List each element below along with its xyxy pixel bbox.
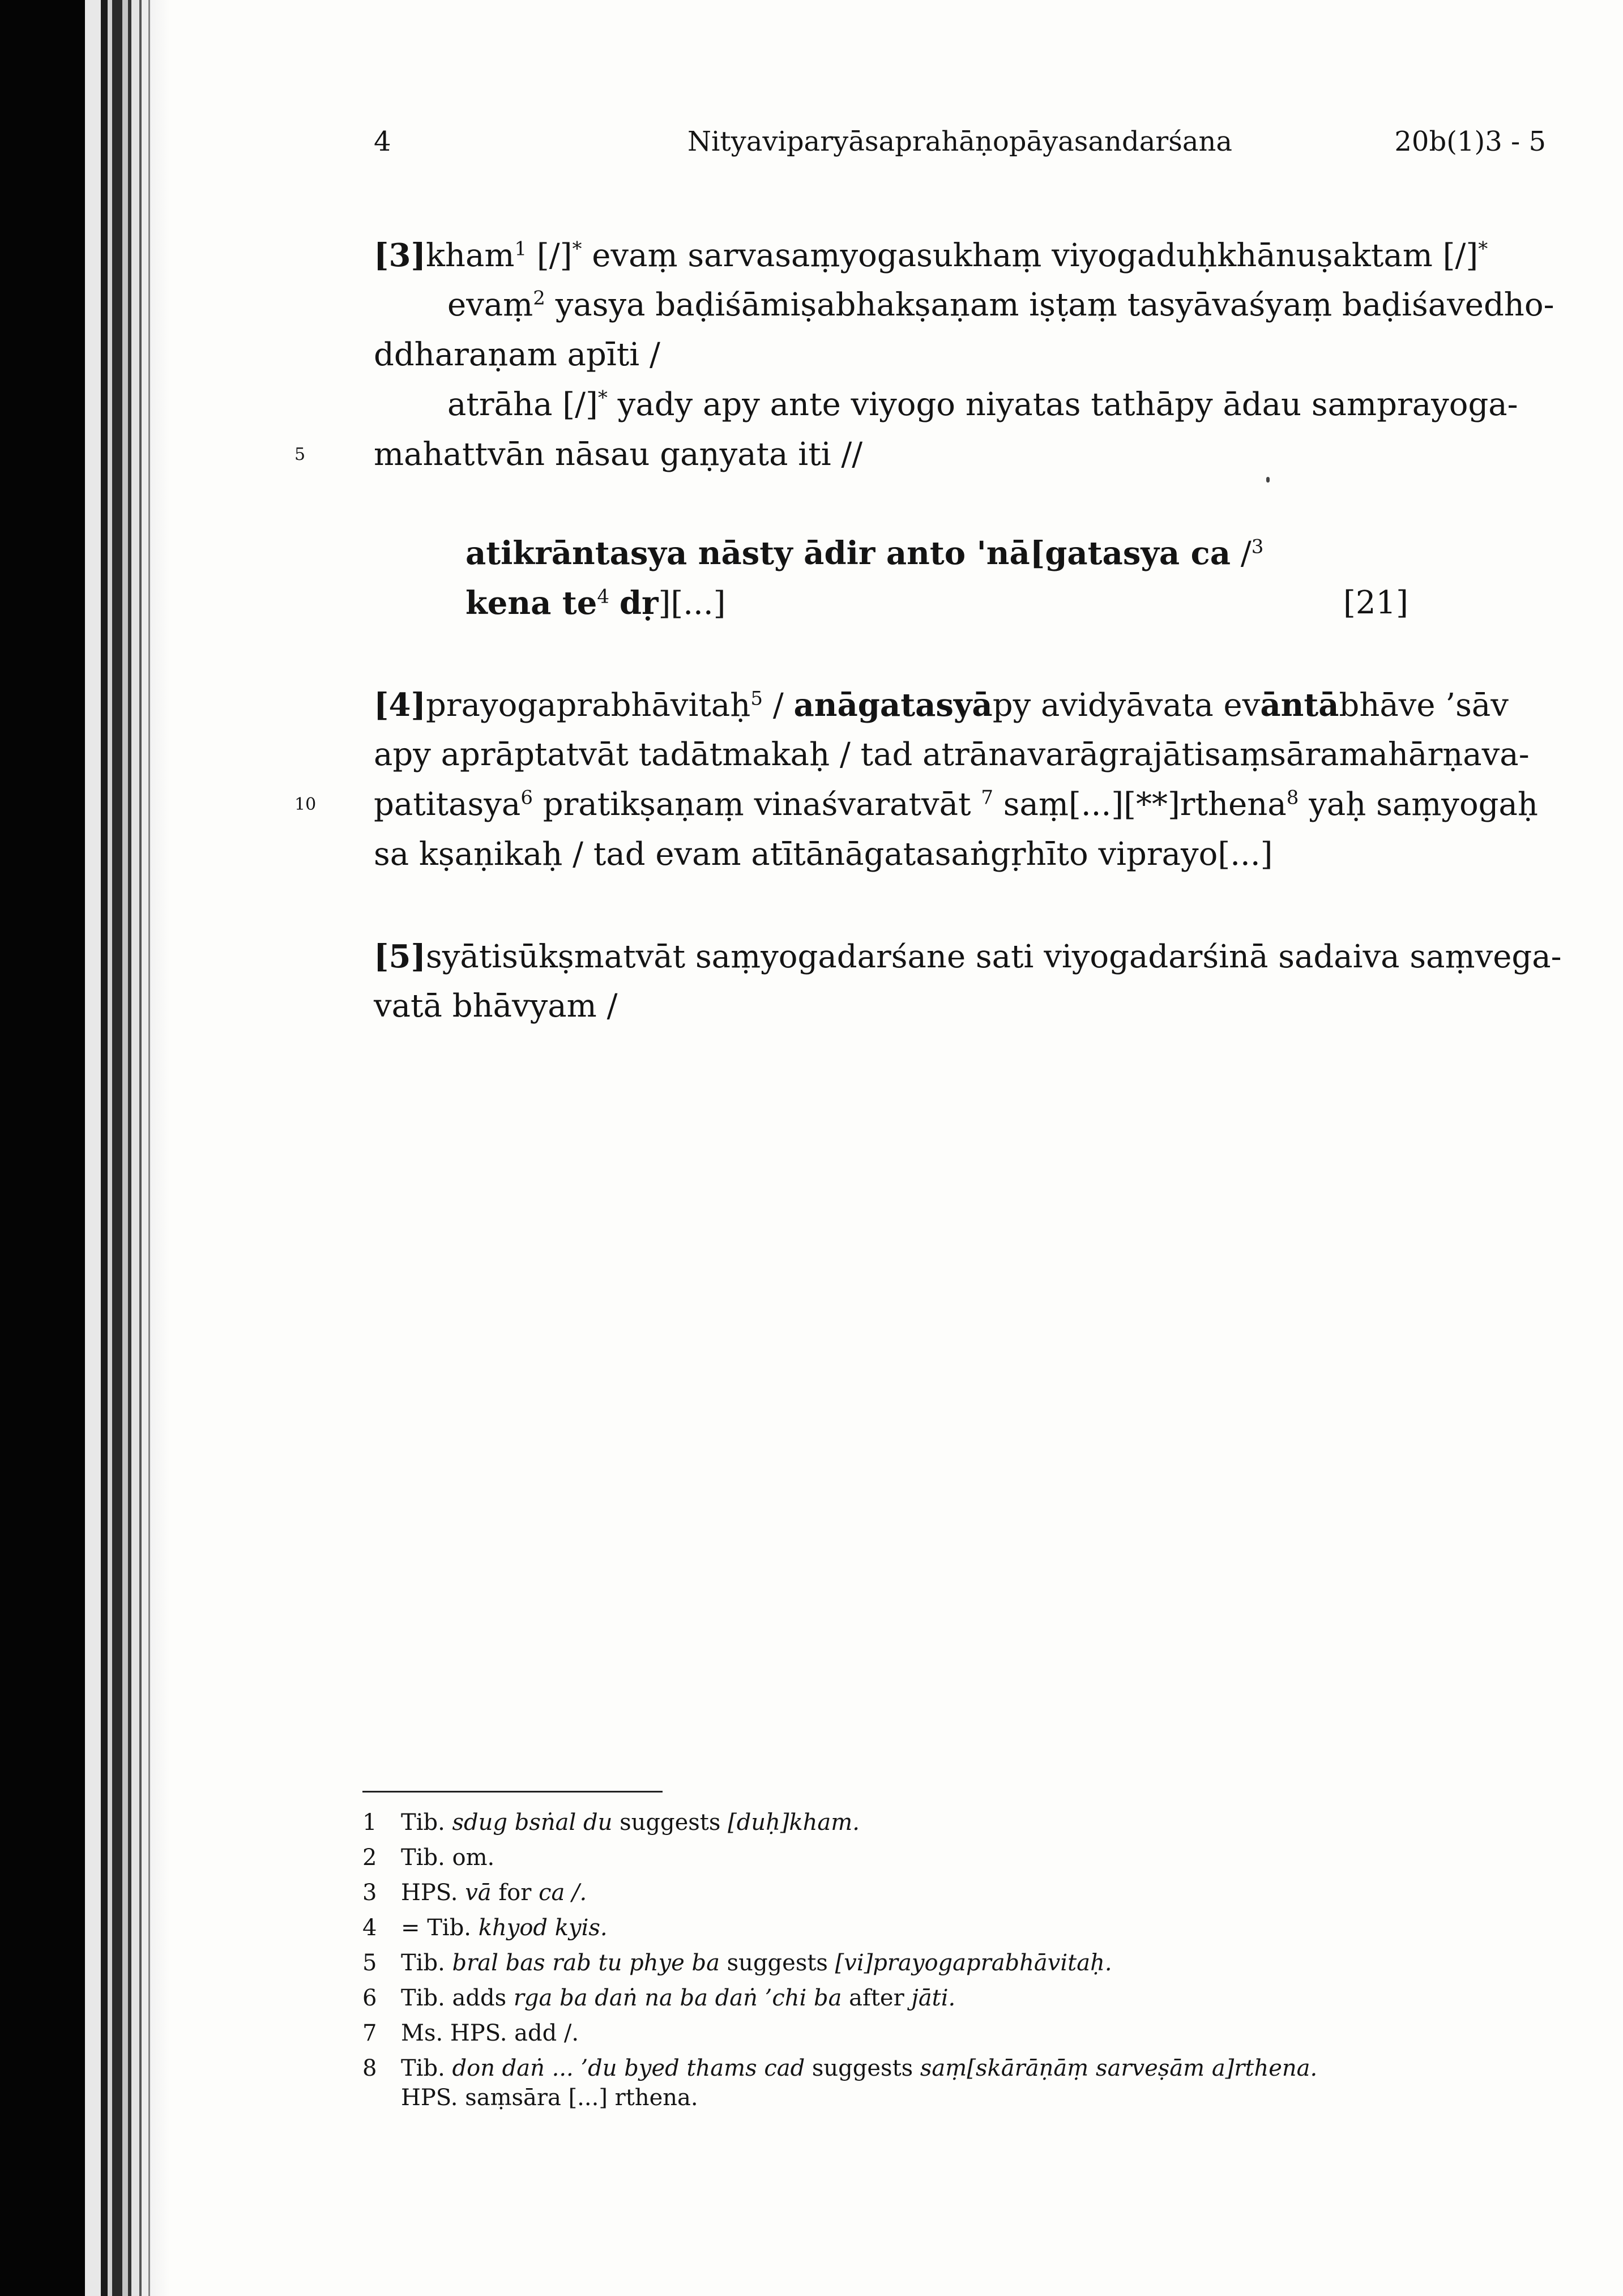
text-line-10: [5]syātisūkṣmatvāt saṃyogadarśane sati viyogadarśinā sadaiva saṃvega- <box>374 938 1562 975</box>
text-line-9: sa kṣaṇikaḥ / tad evam atītānāgatasaṅgṛhīto viprayo[...] <box>374 836 1273 873</box>
footnote-4: 4 = Tib. khyod kyis. <box>362 1915 608 1941</box>
manuscript-reference: 20b(1)3 - 5 <box>1394 126 1546 157</box>
footnote-8: 8 Tib. don daṅ ... ’du byed thams cad suggests saṃ[skārāṇāṃ sarveṣām a]rthena. <box>362 2055 1318 2081</box>
text-line-5: mahattvān nāsau gaṇyata iti // <box>374 436 863 473</box>
footnote-2: 2 Tib. om. <box>362 1845 495 1871</box>
scan-speck <box>1266 477 1270 483</box>
footnote-6: 6 Tib. adds rga ba daṅ na ba daṅ ’chi ba after jāti. <box>362 1985 956 2011</box>
line-number-10: 10 <box>294 795 317 814</box>
page-number: 4 <box>374 126 391 157</box>
text-line-7: apy aprāptatvāt tadātmakaḥ / tad atrānavarāgrajātisaṃsāramahārṇava- <box>374 736 1530 773</box>
footnote-5: 5 Tib. bral bas rab tu phye ba suggests [vi]prayogaprabhāvitaḥ. <box>362 1950 1112 1976</box>
footnote-8-continuation: HPS. saṃsāra [...] rthena. <box>401 2085 698 2111</box>
footnote-rule <box>362 1791 663 1793</box>
verse-number: [21] <box>1343 584 1408 621</box>
text-line-3: ddharaṇam apīti / <box>374 336 660 373</box>
verse-line-2: kena $te^4$ dṛ][...] <box>465 584 726 622</box>
line-number-5: 5 <box>294 445 306 464</box>
footnote-3: 3 HPS. vā for ca /. <box>362 1880 587 1906</box>
footnote-7: 7 Ms. HPS. add /. <box>362 2020 579 2046</box>
running-title: Nityaviparyāsaprahāṇopāyasandarśana <box>687 126 1233 157</box>
text-line-6: [4]prayogaprabhāvitaḥ$^5$ / anāgatasyāpy avidyāvata evāntābhāve ’sāv <box>374 686 1509 724</box>
text-line-11: vatā bhāvyam / <box>374 988 618 1025</box>
scan-gutter-edge <box>0 0 170 2296</box>
text-line-4: atrāha [/]* yady apy ante viyogo niyatas tathāpy ādau samprayoga- <box>447 386 1518 423</box>
text-line-2: evaṃ$^2$ yasya baḍiśāmiṣabhakṣaṇam iṣṭaṃ tasyāvaśyaṃ baḍiśavedho- <box>447 287 1554 323</box>
text-line-8: patitasya$^6$ pratikṣaṇaṃ vinaśvaratvāt $^7$ saṃ[...][**]rthena$^8$ yaḥ saṃyogaḥ <box>374 786 1538 823</box>
verse-line-1: atikrāntasya nāsty ādir anto 'nā[gatasya ca /$^3$ <box>465 535 1264 572</box>
running-head <box>374 126 1546 165</box>
text-line-1: [3]kham$^1$ [/]* evaṃ sarvasaṃyogasukhaṃ viyogaduḥkhānuṣaktam [/]* <box>374 237 1488 274</box>
footnote-1: 1 Tib. sdug bsṅal du suggests [duḥ]kham. <box>362 1810 860 1836</box>
